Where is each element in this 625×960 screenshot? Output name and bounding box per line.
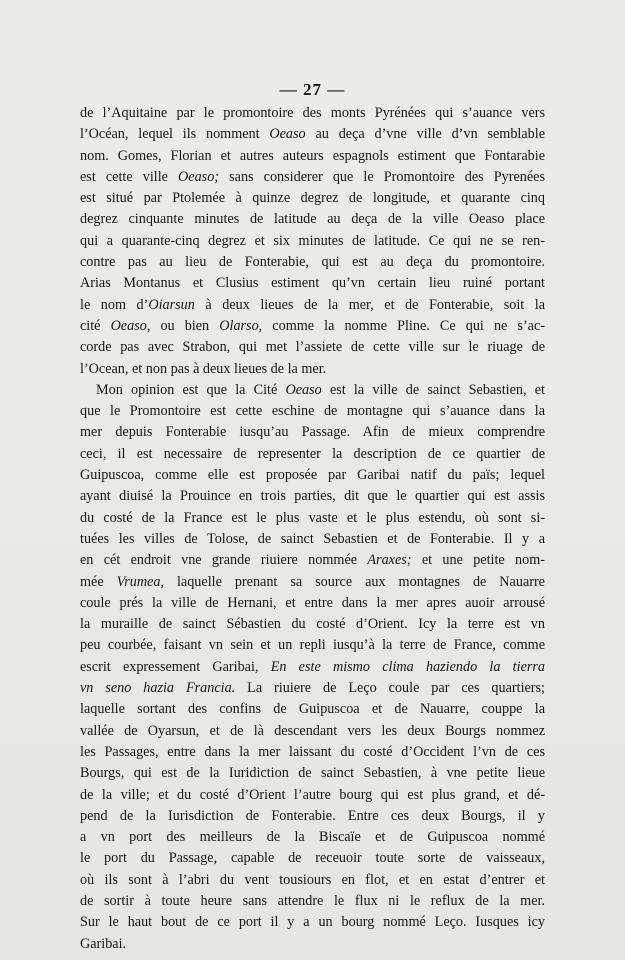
- italic-span: Oiarsun: [148, 296, 195, 313]
- text-span: l’Océan, lequel ils nomment: [80, 126, 270, 143]
- text-line: [80, 593, 545, 614]
- text-span: de sortir à toute heure sans attendre le flux ni le reflux de la mer.: [80, 892, 545, 909]
- text-span: au deça d’vne ville d’vn semblable: [305, 126, 545, 143]
- text-span: ceci, il est necessaire de representer la description de ce quartier de: [80, 445, 545, 462]
- text-line: [80, 763, 545, 784]
- text-line: [80, 614, 545, 635]
- text-span: du costé de la France est le plus vaste et le plus estendu, où sont si-: [80, 509, 545, 526]
- text-span: nom. Gomes, Florian et autres auteurs espagnols estiment que Fontarabie: [80, 147, 545, 164]
- text-span: contre pas au lieu de Fonterabie, qui est au deça du promontoire.: [80, 254, 545, 271]
- text-span: , laquelle prenant sa source aux montagnes de Nauarre: [160, 573, 545, 590]
- text-span: La riuiere de Leço coule par ces quartiers;: [235, 680, 545, 697]
- text-span: à deux lieues de la mer, et de Fonterabie, soit la: [194, 296, 545, 313]
- italic-span: En este mismo clima haziendo la tierra: [270, 658, 545, 675]
- text-line: [80, 252, 545, 273]
- text-line: [80, 188, 545, 209]
- text-line: [80, 912, 545, 933]
- paragraph: [80, 103, 545, 380]
- paragraph: [80, 380, 545, 955]
- text-span: et une petite nom-: [411, 552, 545, 569]
- text-line: [80, 465, 545, 486]
- italic-span: Oeaso: [269, 126, 306, 143]
- text-line: [80, 550, 545, 571]
- text-span: degrez cinquante minutes de latitude au deça de la ville Oeaso place: [80, 211, 545, 228]
- body-text: [80, 103, 545, 955]
- text-span: ayant diuisé la Prouince en trois parties, dit que le quartier qui est assis: [80, 488, 545, 505]
- text-line: [80, 529, 545, 550]
- text-span: que le Promontoire est cette eschine de montagne qui s’auance dans la: [80, 403, 545, 420]
- text-span: est situé par Ptolemée à quinze degrez de longitude, et quarante cinq: [80, 190, 545, 207]
- text-span: est la ville de sainct Sebastien, et: [321, 381, 545, 398]
- text-span: où ils sont à l’abri du vent tousiours en flot, et en estat d’entrer et: [80, 871, 545, 888]
- text-span: Guipuscoa, comme elle est proposée par Garibai natif du païs; lequel: [80, 467, 545, 484]
- text-line: [80, 316, 545, 337]
- text-span: corde pas avec Strabon, qui met l’assiete de cette ville sur le riuage de: [80, 339, 545, 356]
- text-line: [80, 806, 545, 827]
- italic-span: Olarso: [219, 317, 259, 334]
- text-line: [80, 337, 545, 358]
- text-line: [80, 444, 545, 465]
- text-span: Bourgs, qui est de la Iuridiction de sainct Sebastien, à vne petite lieue: [80, 765, 545, 782]
- text-span: Garibai.: [80, 935, 127, 952]
- text-line: [80, 167, 545, 188]
- text-span: Sur le haut bout de ce port il y a un bourg nommé Leço. Iusques icy: [80, 914, 545, 931]
- text-line: [80, 721, 545, 742]
- text-span: , comme la nomme Pline. Ce qui ne s’ac-: [258, 317, 545, 334]
- text-line: [80, 401, 545, 422]
- text-line: [80, 934, 545, 955]
- text-span: Arias Montanus et Clusius estiment qu’vn certain lieu ruiné portant: [80, 275, 545, 292]
- text-line: [80, 635, 545, 656]
- text-line: [80, 146, 545, 167]
- text-span: sans considerer que le Promontoire des Pyrenées: [219, 168, 545, 185]
- text-line: [80, 572, 545, 593]
- text-line: [80, 380, 545, 401]
- text-span: escrit expressement Garibai,: [80, 658, 271, 675]
- text-span: tuées les villes de Tolose, de sainct Sebastien et de Fonterabie. Il y a: [80, 530, 545, 547]
- text-span: mer depuis Fonterabie iusqu’au Passage. Afin de mieux comprendre: [80, 424, 545, 441]
- text-line: [80, 508, 545, 529]
- italic-span: Araxes;: [367, 552, 412, 569]
- text-line: [80, 742, 545, 763]
- text-line: [80, 848, 545, 869]
- text-line: [80, 359, 545, 380]
- text-line: [80, 231, 545, 252]
- text-line: [80, 678, 545, 699]
- text-span: peu courbée, faisant vn sein et un repli iusqu’à la terre de France, comme: [80, 637, 545, 654]
- text-span: en cét endroit vne grande riuiere nommée: [80, 552, 368, 569]
- text-line: [80, 827, 545, 848]
- text-line: [80, 209, 545, 230]
- text-span: vallée de Oyarsun, et de là descendant vers les deux Bourgs nommez: [80, 722, 545, 739]
- text-span: de la ville; et du costé d’Orient l’autre bourg qui est plus grand, et dé-: [80, 786, 545, 803]
- text-line: [80, 103, 545, 124]
- page-number: — 27 —: [279, 80, 346, 99]
- text-line: [80, 124, 545, 145]
- text-line: [80, 785, 545, 806]
- text-line: [80, 891, 545, 912]
- text-span: Mon opinion est que la Cité: [96, 381, 286, 398]
- text-span: le port du Passage, capable de receuoir toute sorte de vaisseaux,: [80, 850, 545, 867]
- text-span: pend de la Iurisdiction de Fonterabie. Entre ces deux Bourgs, il y: [80, 807, 545, 824]
- text-span: qui a quarante-cinq degrez et six minutes de latitude. Ce qui ne se ren-: [80, 232, 545, 249]
- text-span: cité: [80, 317, 111, 334]
- text-line: [80, 870, 545, 891]
- text-line: [80, 486, 545, 507]
- text-span: de l’Aquitaine par le promontoire des monts Pyrénées qui s’auance vers: [80, 105, 545, 121]
- text-line: [80, 295, 545, 316]
- italic-span: vn seno hazia Francia.: [80, 680, 236, 697]
- italic-span: Oeaso;: [178, 168, 220, 185]
- text-line: [80, 657, 545, 678]
- text-span: a vn port des meilleurs de la Biscaïe et de Guipuscoa nommé: [80, 829, 545, 846]
- text-span: laquelle sortant des confins de Guipuscoa et de Nauarre, couppe la: [80, 701, 545, 718]
- text-span: les Passages, entre dans la mer laissant du costé d’Occident l’vn de ces: [80, 743, 545, 760]
- italic-span: Oeaso: [110, 317, 147, 334]
- italic-span: Vrumea: [116, 573, 161, 590]
- text-span: coule prés la ville de Hernani, et entre dans la mer apres auoir arrousé: [80, 594, 545, 611]
- text-span: est cette ville: [80, 168, 179, 185]
- text-line: [80, 273, 545, 294]
- text-span: le nom d’: [80, 296, 149, 313]
- text-span: , ou bien: [146, 317, 220, 334]
- text-span: l’Ocean, et non pas à deux lieues de la mer.: [80, 360, 327, 377]
- italic-span: Oeaso: [285, 381, 322, 398]
- text-span: la muraille de sainct Sébastien du costé d’Orient. Icy la terre est vn: [80, 616, 545, 633]
- text-line: [80, 422, 545, 443]
- text-line: [80, 699, 545, 720]
- text-span: mée: [80, 573, 117, 590]
